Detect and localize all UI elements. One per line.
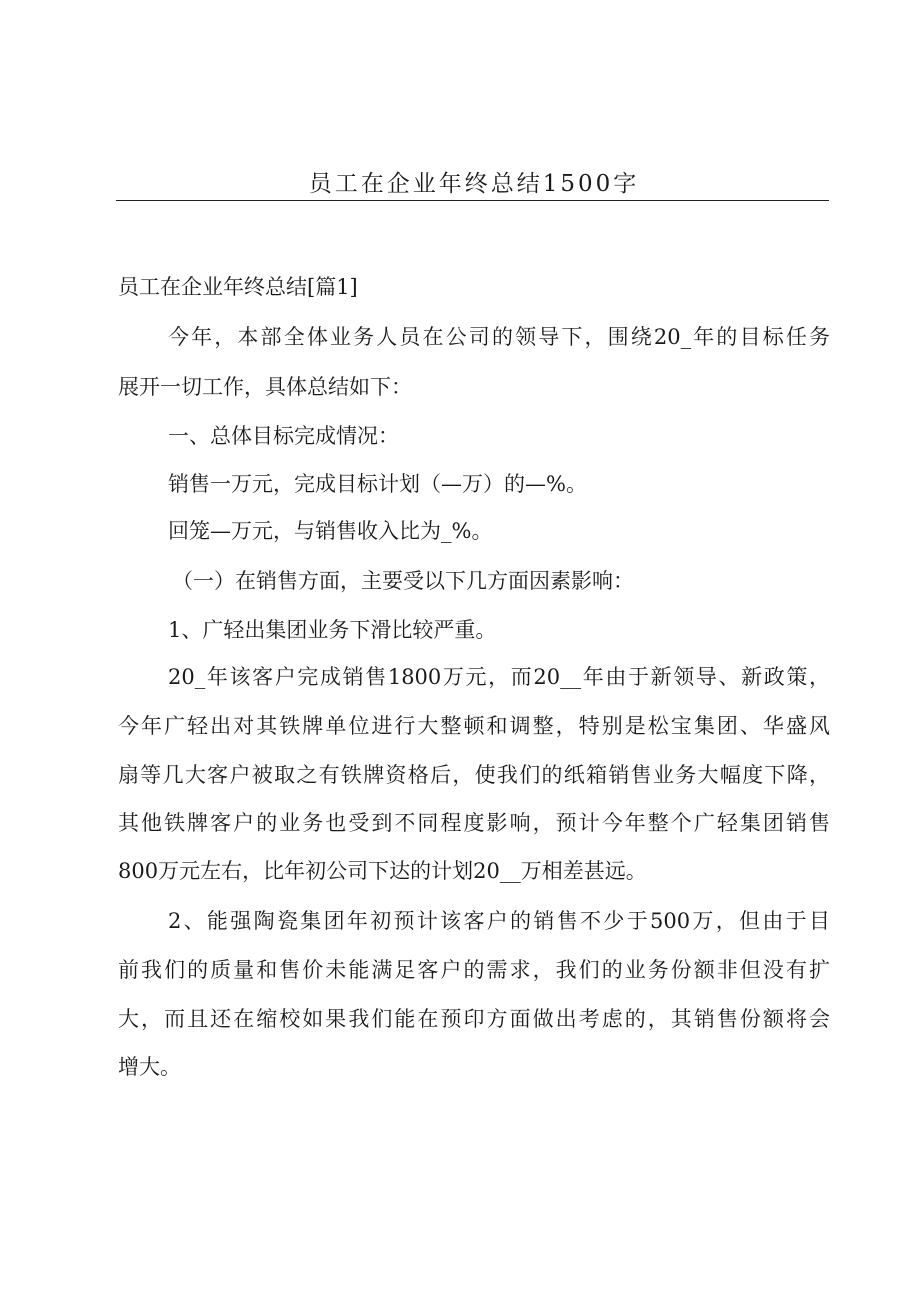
document-title: 员工在企业年终总结1500字	[308, 171, 640, 197]
paragraph-line: 今年，本部全体业务人员在公司的领导下，围绕20_年的目标任务	[168, 325, 830, 349]
paragraph-line: 展开一切工作，具体总结如下：	[118, 375, 412, 399]
title-underline	[116, 200, 829, 201]
paragraph-line: 800万元左右，比年初公司下达的计划20__万相差甚远。	[118, 859, 647, 883]
subheading: （一）在销售方面，主要受以下几方面因素影响：	[172, 569, 634, 593]
subheading: 一、总体目标完成情况：	[168, 424, 399, 448]
paragraph-line: 2、能强陶瓷集团年初预计该客户的销售不少于500万，但由于目	[168, 909, 830, 933]
paragraph-line: 回笼—万元，与销售收入比为_%。	[168, 519, 493, 543]
section-heading: 员工在企业年终总结[篇1]	[118, 275, 358, 299]
paragraph-line: 前我们的质量和售价未能满足客户的需求，我们的业务份额非但没有扩	[118, 958, 830, 982]
paragraph-line: 扇等几大客户被取之有铁牌资格后，使我们的纸箱销售业务大幅度下降，	[118, 763, 830, 787]
paragraph-line: 其他铁牌客户的业务也受到不同程度影响，预计今年整个广轻集团销售	[118, 811, 830, 835]
paragraph-line: 大，而且还在缩校如果我们能在预印方面做出考虑的，其销售份额将会	[118, 1007, 830, 1031]
list-item: 1、广轻出集团业务下滑比较严重。	[168, 618, 497, 642]
paragraph-line: 今年广轻出对其铁牌单位进行大整顿和调整，特别是松宝集团、华盛风	[118, 714, 830, 738]
paragraph-line: 销售一万元，完成目标计划（—万）的—%。	[168, 472, 587, 496]
paragraph-line: 增大。	[118, 1055, 181, 1079]
paragraph-line: 20_年该客户完成销售1800万元，而20__年由于新领导、新政策，	[168, 665, 830, 689]
